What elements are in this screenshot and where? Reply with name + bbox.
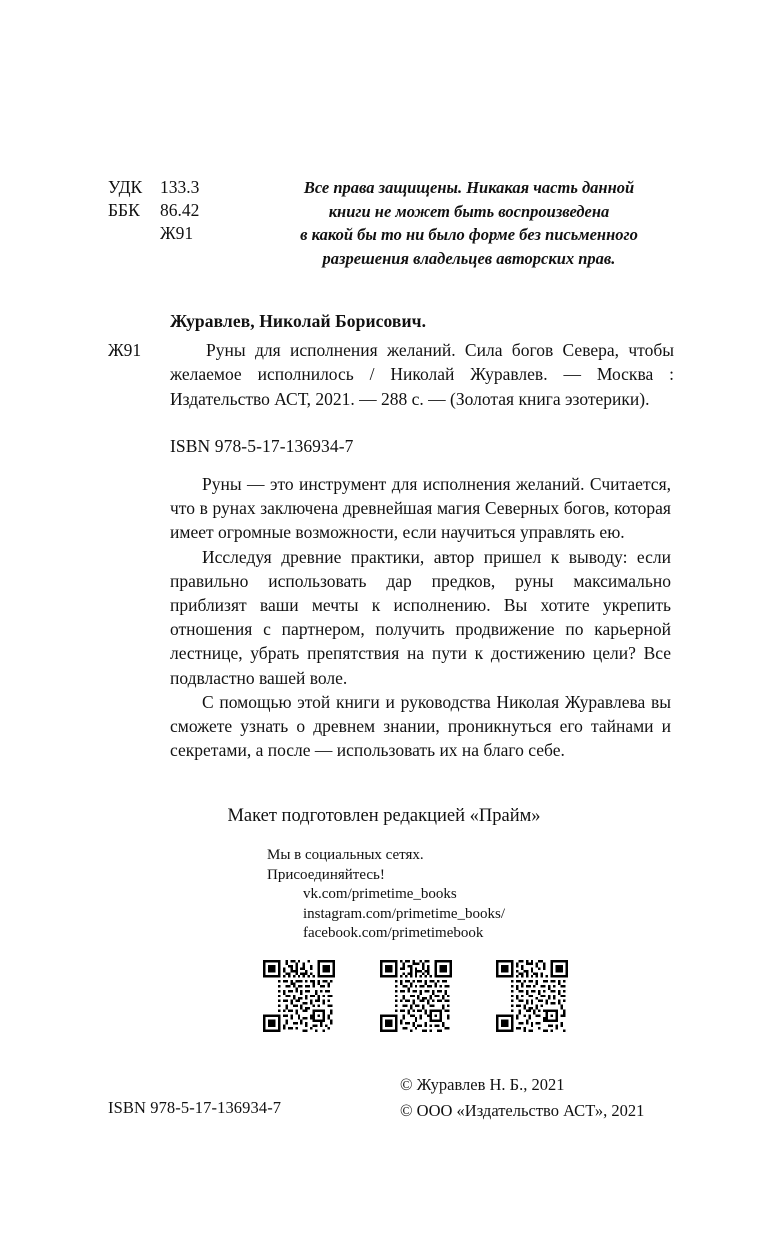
social-block <box>267 846 505 944</box>
bib-shelf-mark: Ж91 <box>108 340 142 361</box>
social-links <box>267 885 505 944</box>
social-line-2: Присоединяйтесь! <box>267 866 385 883</box>
bib-description: Руны для исполнения желаний. Сила богов Севера, чтобы желаемое исполнилось / Николай Журавлев. — Москва : Издательство АСТ, 2021. — 288 с. — (Золотая книга эзотерики). <box>170 340 674 409</box>
bbk-value: 86.42 <box>160 200 200 220</box>
udk-label: УДК <box>108 177 143 197</box>
rights-notice-line-1: Все права защищены. Никакая часть данной <box>303 178 635 197</box>
isbn-main: ISBN 978-5-17-136934-7 <box>170 436 354 456</box>
qr-code-vk[interactable] <box>263 960 335 1032</box>
annotation-paragraph-3: С помощью этой книги и руководства Николая Журавлева вы сможете узнать о древнем знании, проникнуться его тайнами и секретами, а после — использовать их на благо себе. <box>170 691 671 761</box>
rights-notice <box>258 176 680 270</box>
bibliographic-record <box>108 309 674 411</box>
copyright-block <box>400 1072 644 1124</box>
social-link-instagram[interactable]: instagram.com/primetime_books/ <box>303 905 506 922</box>
qr-code-facebook[interactable] <box>496 960 568 1032</box>
social-link-vk[interactable]: vk.com/primetime_books <box>303 886 457 903</box>
imprint-note: Макет подготовлен редакцией «Прайм» <box>227 806 541 826</box>
bbk-row <box>108 199 258 222</box>
isbn-footer: ISBN 978-5-17-136934-7 <box>108 1098 282 1117</box>
classification-and-rights-block <box>108 176 680 270</box>
social-link-facebook[interactable]: facebook.com/primetimebook <box>303 925 484 942</box>
qr-code-row <box>263 960 568 1032</box>
social-line-1: Мы в социальных сетях. <box>267 847 424 863</box>
author-sign-value: Ж91 <box>160 223 194 243</box>
annotation-paragraph-2: Исследуя древние практики, автор пришел к выводу: если правильно использовать дар предков, руны максимально приблизят ваши мечты к исполнению. Вы хотите укрепить отношения с партнером, получить продвижение по карьерной лестнице, убрать препятствия на пути к достижению цели? Все подвластно вашей воле. <box>170 546 671 688</box>
annotation-block <box>170 472 671 762</box>
classification-codes <box>108 176 258 245</box>
udk-row <box>108 176 258 199</box>
copyright-author: © Журавлев Н. Б., 2021 <box>400 1075 565 1094</box>
rights-notice-line-3: в какой бы то ни было форме без письменного <box>300 225 638 244</box>
udk-value: 133.3 <box>160 177 200 197</box>
annotation-paragraph-1: Руны — это инструмент для исполнения желаний. Считается, что в рунах заключена древнейшая магия Северных богов, которая имеет огромные возможности, если научиться управлять ею. <box>170 474 671 543</box>
rights-notice-line-2: книги не может быть воспроизведена <box>328 201 610 221</box>
copyright-publisher: © ООО «Издательство АСТ», 2021 <box>400 1101 645 1120</box>
bib-body <box>108 338 674 411</box>
bib-author: Журавлев, Николай Борисович. <box>170 311 427 331</box>
qr-code-instagram[interactable] <box>380 960 452 1032</box>
rights-notice-line-4: разрешения владельцев авторских прав. <box>322 248 616 268</box>
bbk-label: ББК <box>108 200 140 220</box>
author-sign-row <box>108 222 258 245</box>
